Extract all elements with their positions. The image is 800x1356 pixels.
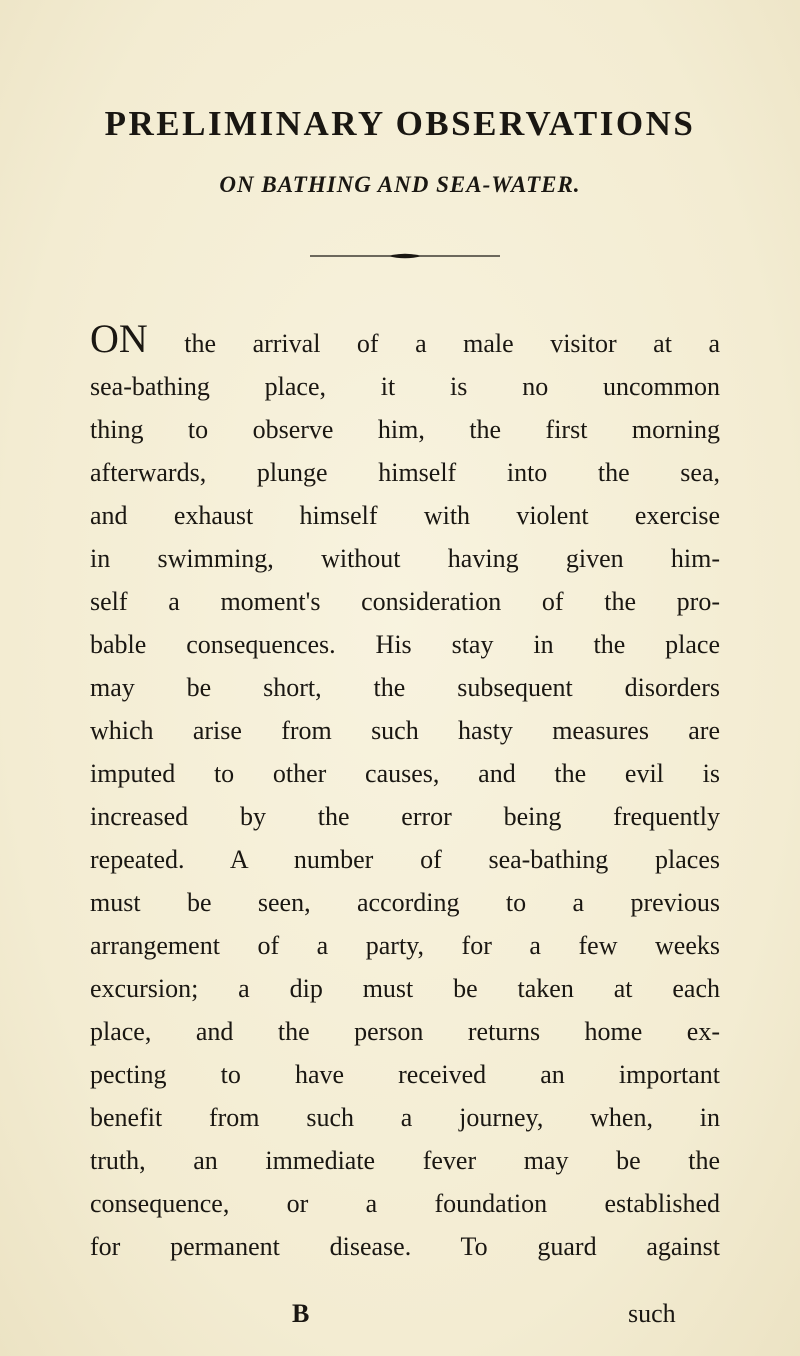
text-line: afterwards, plunge himself into the sea,	[90, 458, 720, 487]
text-line: bable consequences. His stay in the place	[90, 630, 720, 659]
text-line: imputed to other causes, and the evil is	[90, 759, 720, 788]
text-line	[90, 316, 720, 365]
text-line: self a moment's consideration of the pro-	[90, 587, 720, 616]
signature-mark: B	[292, 1299, 310, 1328]
text-line: benefit from such a journey, when, in	[90, 1103, 720, 1132]
text-line: for permanent disease. To guard against	[90, 1232, 720, 1261]
text-line: and exhaust himself with violent exercise	[90, 501, 720, 530]
text-line: which arise from such hasty measures are	[90, 716, 720, 745]
page-title: PRELIMINARY OBSERVATIONS	[104, 104, 696, 143]
drop-cap: ON	[90, 316, 148, 361]
text-line: must be seen, according to a previous	[90, 888, 720, 917]
text-line: sea-bathing place, it is no uncommon	[90, 372, 720, 401]
page-subtitle: ON BATHING AND SEA-WATER.	[219, 172, 581, 197]
text-line: consequence, or a foundation established	[90, 1189, 720, 1218]
catchword: such	[628, 1299, 676, 1328]
text-line: may be short, the subsequent disorders	[90, 673, 720, 702]
text-line: repeated. A number of sea-bathing places	[90, 845, 720, 874]
text-line: thing to observe him, the first morning	[90, 415, 720, 444]
text-line: increased by the error being frequently	[90, 802, 720, 831]
first-line-text: the arrival of a male visitor at a	[147, 329, 720, 358]
text-line: truth, an immediate fever may be the	[90, 1146, 720, 1175]
ornamental-rule	[310, 252, 500, 260]
text-line: pecting to have received an important	[90, 1060, 720, 1089]
body-paragraph	[90, 316, 720, 1268]
text-line: excursion; a dip must be taken at each	[90, 974, 720, 1003]
text-line: in swimming, without having given him-	[90, 544, 720, 573]
text-line: arrangement of a party, for a few weeks	[90, 931, 720, 960]
text-line: place, and the person returns home ex-	[90, 1017, 720, 1046]
